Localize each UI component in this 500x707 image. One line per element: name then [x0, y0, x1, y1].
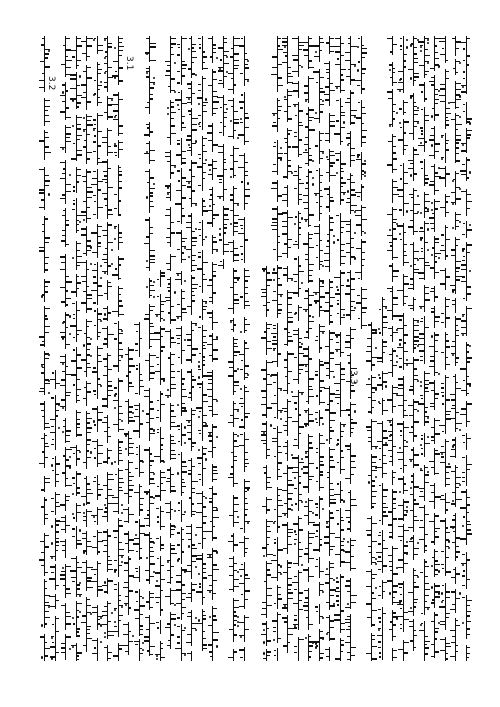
- text-column: [325, 36, 336, 661]
- text-column: [304, 36, 315, 661]
- text-column: [61, 36, 72, 661]
- left-text-block: [40, 36, 250, 661]
- text-column: [208, 36, 219, 661]
- text-column: [93, 36, 104, 661]
- text-column: [229, 36, 240, 661]
- text-column: [177, 36, 188, 661]
- text-column: [357, 36, 368, 661]
- text-column: [315, 36, 326, 661]
- text-column: [388, 36, 399, 661]
- text-column: [283, 36, 294, 661]
- text-column: [145, 36, 156, 661]
- text-column: [441, 36, 452, 661]
- text-column: [72, 36, 83, 661]
- text-column: [346, 36, 357, 661]
- text-column: [367, 36, 378, 661]
- text-column: [378, 36, 389, 661]
- text-column: [399, 36, 410, 661]
- text-column: [451, 36, 462, 661]
- section-heading-3-1: 3.1: [124, 56, 134, 71]
- text-column: [336, 36, 347, 661]
- text-column: [219, 36, 230, 661]
- text-column: [273, 36, 284, 661]
- text-column: [166, 36, 177, 661]
- text-column: [420, 36, 431, 661]
- text-column: [462, 36, 473, 661]
- text-column: [124, 36, 135, 661]
- text-column: [103, 36, 114, 661]
- text-column: [430, 36, 441, 661]
- right-text-block: [262, 36, 476, 661]
- section-heading-3-2: 3.2: [46, 76, 56, 91]
- text-column: [262, 36, 273, 661]
- text-column: [409, 36, 420, 661]
- text-column: [82, 36, 93, 661]
- text-column: [240, 36, 251, 661]
- page-gutter: [250, 30, 262, 670]
- text-column: [187, 36, 198, 661]
- text-column: [198, 36, 209, 661]
- text-column: [135, 36, 146, 661]
- text-column: [156, 36, 167, 661]
- section-heading-3-3: 3.3: [348, 370, 358, 385]
- text-column: [114, 36, 125, 661]
- text-column: [51, 36, 62, 661]
